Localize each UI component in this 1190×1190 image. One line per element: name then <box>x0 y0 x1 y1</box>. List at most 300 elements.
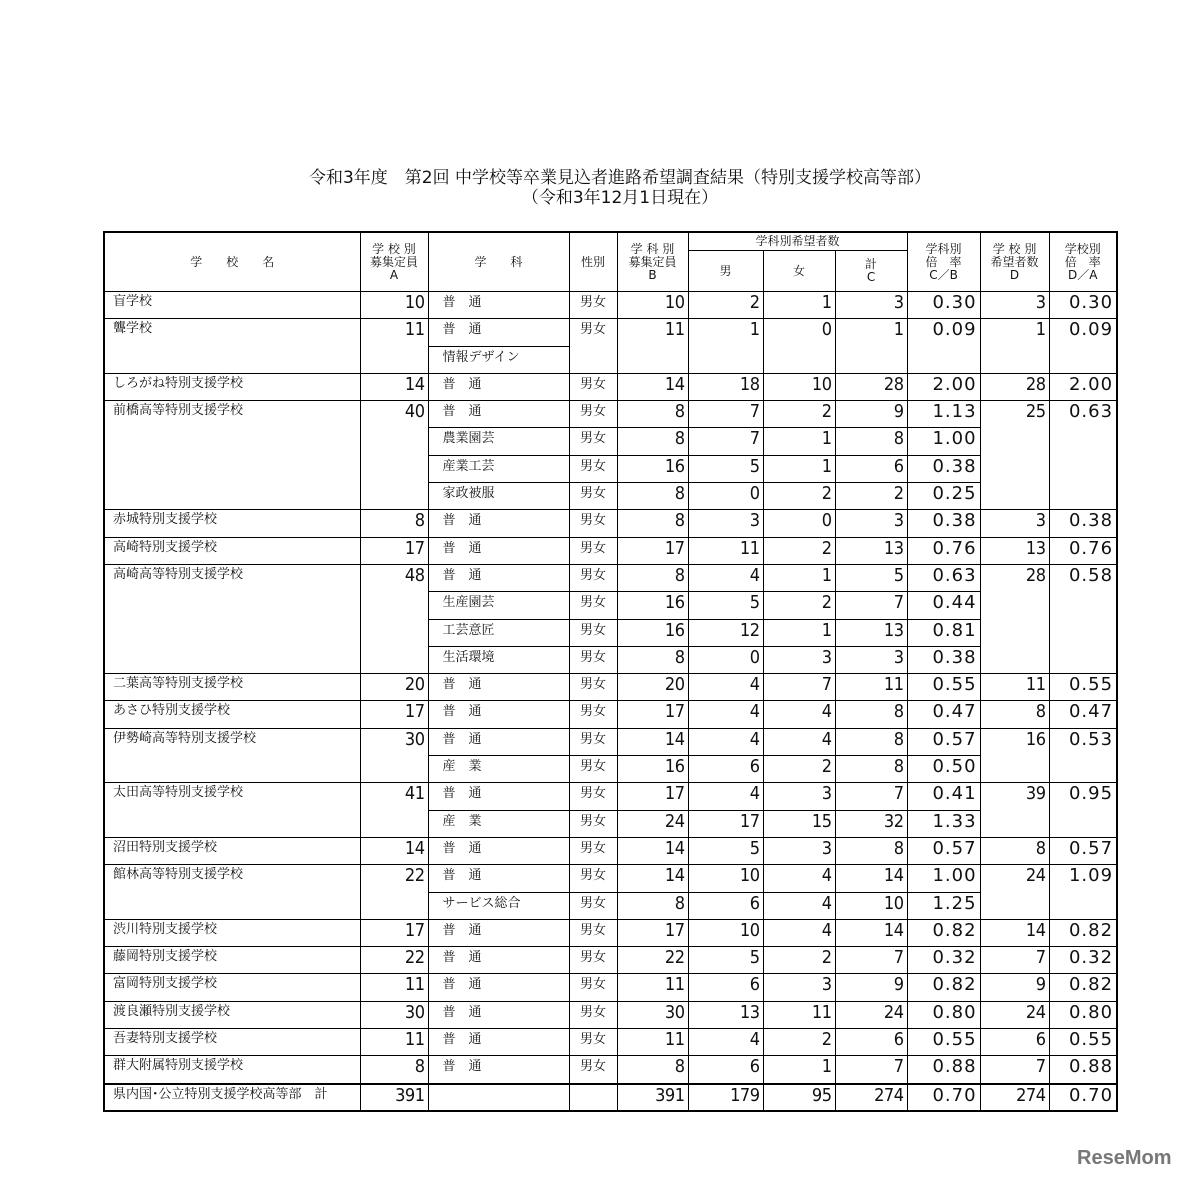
ratio-da: 0.09 <box>1049 319 1117 374</box>
table-row <box>104 728 1117 755</box>
school-name: 沼田特別支援学校 <box>104 837 360 864</box>
ratio-da: 0.57 <box>1049 837 1117 864</box>
male-count: 10 <box>688 865 763 892</box>
header-ratio-cb: 学科別 倍 率 C／B <box>907 232 980 292</box>
female-count: 0 <box>763 510 835 537</box>
applicants-d: 1 <box>980 319 1049 374</box>
capacity-a: 11 <box>360 1029 428 1056</box>
ratio-da: 0.88 <box>1049 1056 1117 1084</box>
applicants-d: 14 <box>980 919 1049 946</box>
header-capacity-b: 学 科 別 募集定員 B <box>617 232 688 292</box>
school-name: 太田高等特別支援学校 <box>104 783 360 838</box>
course-name: 生活環境 <box>428 646 569 673</box>
gender: 男女 <box>569 919 617 946</box>
table-row <box>104 373 1117 400</box>
female-count: 4 <box>763 892 835 919</box>
applicants-d: 8 <box>980 837 1049 864</box>
ratio-cb: 0.38 <box>907 646 980 673</box>
capacity-a: 20 <box>360 674 428 701</box>
gender <box>569 346 617 373</box>
capacity-b: 17 <box>617 919 688 946</box>
male-count: 5 <box>688 947 763 974</box>
capacity-b: 11 <box>617 1029 688 1056</box>
female-count: 2 <box>763 1029 835 1056</box>
ratio-da: 0.95 <box>1049 783 1117 838</box>
male-count: 4 <box>688 728 763 755</box>
course-name: 普 通 <box>428 728 569 755</box>
header-total-c: 計 C <box>835 251 907 292</box>
ratio-cb: 2.00 <box>907 373 980 400</box>
capacity-b: 8 <box>617 428 688 455</box>
ratio-da: 0.63 <box>1049 401 1117 510</box>
total-c: 11 <box>835 674 907 701</box>
female-count: 7 <box>763 674 835 701</box>
course-name: 生産園芸 <box>428 592 569 619</box>
capacity-b: 11 <box>617 319 688 346</box>
gender: 男女 <box>569 319 617 346</box>
ratio-cb: 0.30 <box>907 292 980 319</box>
course-name: 普 通 <box>428 974 569 1001</box>
total-applicants-d: 274 <box>980 1084 1049 1111</box>
ratio-cb: 0.38 <box>907 510 980 537</box>
table-row <box>104 674 1117 701</box>
total-c <box>835 346 907 373</box>
course-name: 農業園芸 <box>428 428 569 455</box>
male-count: 7 <box>688 401 763 428</box>
applicants-d: 7 <box>980 1056 1049 1084</box>
capacity-b <box>617 346 688 373</box>
course-name: 普 通 <box>428 401 569 428</box>
table-row <box>104 783 1117 810</box>
ratio-da: 0.53 <box>1049 728 1117 783</box>
course-name: 普 通 <box>428 674 569 701</box>
capacity-a: 11 <box>360 974 428 1001</box>
capacity-b: 16 <box>617 756 688 783</box>
gender: 男女 <box>569 455 617 482</box>
total-c: 6 <box>835 1029 907 1056</box>
table-row <box>104 510 1117 537</box>
male-count: 6 <box>688 974 763 1001</box>
gender: 男女 <box>569 292 617 319</box>
course-name: 普 通 <box>428 919 569 946</box>
female-count: 1 <box>763 564 835 591</box>
school-name: 渡良瀬特別支援学校 <box>104 1001 360 1028</box>
male-count: 4 <box>688 674 763 701</box>
course-name: 普 通 <box>428 564 569 591</box>
ratio-cb: 0.38 <box>907 455 980 482</box>
male-count: 4 <box>688 1029 763 1056</box>
female-count: 10 <box>763 373 835 400</box>
total-c: 28 <box>835 373 907 400</box>
applicants-d: 28 <box>980 564 1049 673</box>
female-count: 3 <box>763 783 835 810</box>
ratio-cb: 0.80 <box>907 1001 980 1028</box>
table-row <box>104 947 1117 974</box>
course-name: 普 通 <box>428 319 569 346</box>
ratio-da: 0.55 <box>1049 674 1117 701</box>
ratio-da: 0.82 <box>1049 919 1117 946</box>
total-c: 8 <box>835 756 907 783</box>
ratio-cb: 0.32 <box>907 947 980 974</box>
course-name: 情報デザイン <box>428 346 569 373</box>
male-count: 5 <box>688 455 763 482</box>
course-name: 普 通 <box>428 373 569 400</box>
total-c: 7 <box>835 783 907 810</box>
table-row <box>104 1056 1117 1084</box>
ratio-cb: 0.82 <box>907 974 980 1001</box>
table-row <box>104 401 1117 428</box>
ratio-da: 0.82 <box>1049 974 1117 1001</box>
female-count: 4 <box>763 728 835 755</box>
school-name: 前橋高等特別支援学校 <box>104 401 360 510</box>
male-count: 18 <box>688 373 763 400</box>
gender: 男女 <box>569 865 617 892</box>
table-row <box>104 292 1117 319</box>
female-count: 1 <box>763 619 835 646</box>
school-name: 聾学校 <box>104 319 360 374</box>
applicants-d: 8 <box>980 701 1049 728</box>
applicants-d: 6 <box>980 1029 1049 1056</box>
capacity-b: 8 <box>617 483 688 510</box>
male-count <box>688 346 763 373</box>
table-row <box>104 564 1117 591</box>
ratio-cb: 1.00 <box>907 428 980 455</box>
ratio-cb: 0.88 <box>907 1056 980 1084</box>
gender: 男女 <box>569 564 617 591</box>
total-c: 9 <box>835 974 907 1001</box>
gender: 男女 <box>569 483 617 510</box>
capacity-b: 11 <box>617 974 688 1001</box>
total-c: 3 <box>835 292 907 319</box>
capacity-a: 17 <box>360 537 428 564</box>
female-count: 1 <box>763 428 835 455</box>
course-name: 普 通 <box>428 701 569 728</box>
ratio-da: 0.58 <box>1049 564 1117 673</box>
total-ratio-da: 0.70 <box>1049 1084 1117 1111</box>
female-count: 3 <box>763 646 835 673</box>
capacity-a: 22 <box>360 947 428 974</box>
course-name: 産 業 <box>428 810 569 837</box>
applicants-d: 3 <box>980 510 1049 537</box>
gender: 男女 <box>569 619 617 646</box>
ratio-cb: 0.50 <box>907 756 980 783</box>
male-count: 3 <box>688 510 763 537</box>
course-name: 家政被服 <box>428 483 569 510</box>
total-c: 3 <box>835 510 907 537</box>
total-c: 14 <box>835 919 907 946</box>
school-name: 吾妻特別支援学校 <box>104 1029 360 1056</box>
ratio-cb: 0.82 <box>907 919 980 946</box>
total-c: 8 <box>835 837 907 864</box>
male-count: 17 <box>688 810 763 837</box>
header-course: 学 科 <box>428 232 569 292</box>
gender: 男女 <box>569 810 617 837</box>
female-count: 2 <box>763 592 835 619</box>
capacity-a: 40 <box>360 401 428 510</box>
applicants-d: 13 <box>980 537 1049 564</box>
capacity-a: 14 <box>360 837 428 864</box>
male-count: 4 <box>688 701 763 728</box>
table-row <box>104 919 1117 946</box>
capacity-b: 14 <box>617 728 688 755</box>
gender: 男女 <box>569 728 617 755</box>
total-gender-empty <box>569 1084 617 1111</box>
gender: 男女 <box>569 428 617 455</box>
course-name: 普 通 <box>428 1029 569 1056</box>
course-name: 普 通 <box>428 537 569 564</box>
total-capacity-b: 391 <box>617 1084 688 1111</box>
total-label: 県内国･公立特別支援学校高等部 計 <box>104 1084 360 1111</box>
female-count: 4 <box>763 865 835 892</box>
school-name: 藤岡特別支援学校 <box>104 947 360 974</box>
gender: 男女 <box>569 701 617 728</box>
female-count <box>763 346 835 373</box>
male-count: 6 <box>688 1056 763 1084</box>
applicants-d: 24 <box>980 1001 1049 1028</box>
capacity-b: 16 <box>617 619 688 646</box>
school-name: 高崎高等特別支援学校 <box>104 564 360 673</box>
school-name: 盲学校 <box>104 292 360 319</box>
male-count: 10 <box>688 919 763 946</box>
capacity-a: 17 <box>360 919 428 946</box>
female-count: 1 <box>763 1056 835 1084</box>
male-count: 0 <box>688 483 763 510</box>
capacity-a: 8 <box>360 510 428 537</box>
course-name: 工芸意匠 <box>428 619 569 646</box>
school-name: 館林高等特別支援学校 <box>104 865 360 920</box>
total-c: 8 <box>835 428 907 455</box>
table-row <box>104 974 1117 1001</box>
ratio-cb: 0.55 <box>907 674 980 701</box>
gender: 男女 <box>569 1029 617 1056</box>
total-c: 13 <box>835 619 907 646</box>
female-count: 2 <box>763 947 835 974</box>
capacity-b: 20 <box>617 674 688 701</box>
gender: 男女 <box>569 947 617 974</box>
ratio-cb: 1.13 <box>907 401 980 428</box>
gender: 男女 <box>569 537 617 564</box>
header-applicants: 学科別希望者数 <box>688 232 907 251</box>
male-count: 6 <box>688 756 763 783</box>
gender: 男女 <box>569 674 617 701</box>
ratio-cb: 1.25 <box>907 892 980 919</box>
capacity-b: 8 <box>617 1056 688 1084</box>
gender: 男女 <box>569 592 617 619</box>
applicants-d: 9 <box>980 974 1049 1001</box>
capacity-b: 17 <box>617 783 688 810</box>
header-gender: 性別 <box>569 232 617 292</box>
gender: 男女 <box>569 837 617 864</box>
capacity-b: 8 <box>617 646 688 673</box>
gender: 男女 <box>569 892 617 919</box>
applicants-d: 28 <box>980 373 1049 400</box>
female-count: 11 <box>763 1001 835 1028</box>
male-count: 4 <box>688 564 763 591</box>
male-count: 13 <box>688 1001 763 1028</box>
female-count: 2 <box>763 483 835 510</box>
male-count: 6 <box>688 892 763 919</box>
male-count: 11 <box>688 537 763 564</box>
female-count: 15 <box>763 810 835 837</box>
total-c: 8 <box>835 701 907 728</box>
gender: 男女 <box>569 783 617 810</box>
ratio-cb: 0.41 <box>907 783 980 810</box>
school-name: 伊勢崎高等特別支援学校 <box>104 728 360 783</box>
capacity-b: 14 <box>617 373 688 400</box>
ratio-cb: 0.76 <box>907 537 980 564</box>
ratio-da: 0.30 <box>1049 292 1117 319</box>
school-name: 赤城特別支援学校 <box>104 510 360 537</box>
ratio-cb: 0.25 <box>907 483 980 510</box>
applicants-d: 39 <box>980 783 1049 838</box>
capacity-a: 22 <box>360 865 428 920</box>
capacity-b: 30 <box>617 1001 688 1028</box>
capacity-b: 17 <box>617 701 688 728</box>
capacity-b: 22 <box>617 947 688 974</box>
total-c: 274 <box>835 1084 907 1111</box>
total-c: 9 <box>835 401 907 428</box>
school-name: しろがね特別支援学校 <box>104 373 360 400</box>
applicants-d: 7 <box>980 947 1049 974</box>
total-c: 13 <box>835 537 907 564</box>
ratio-da: 0.38 <box>1049 510 1117 537</box>
ratio-cb: 0.81 <box>907 619 980 646</box>
header-female: 女 <box>763 251 835 292</box>
capacity-a: 17 <box>360 701 428 728</box>
capacity-b: 8 <box>617 401 688 428</box>
total-c: 10 <box>835 892 907 919</box>
ratio-cb: 0.57 <box>907 728 980 755</box>
male-count: 2 <box>688 292 763 319</box>
gender: 男女 <box>569 646 617 673</box>
school-name: 渋川特別支援学校 <box>104 919 360 946</box>
ratio-da: 0.32 <box>1049 947 1117 974</box>
capacity-b: 16 <box>617 455 688 482</box>
course-name: 普 通 <box>428 292 569 319</box>
ratio-da: 0.55 <box>1049 1029 1117 1056</box>
course-name: 普 通 <box>428 1056 569 1084</box>
school-name: 群大附属特別支援学校 <box>104 1056 360 1084</box>
total-female: 95 <box>763 1084 835 1111</box>
total-course-empty <box>428 1084 569 1111</box>
applicants-d: 3 <box>980 292 1049 319</box>
ratio-cb: 0.09 <box>907 319 980 346</box>
capacity-a: 30 <box>360 1001 428 1028</box>
ratio-da: 2.00 <box>1049 373 1117 400</box>
gender: 男女 <box>569 756 617 783</box>
gender: 男女 <box>569 1001 617 1028</box>
capacity-a: 41 <box>360 783 428 838</box>
female-count: 2 <box>763 756 835 783</box>
header-ratio-da: 学校別 倍 率 D／A <box>1049 232 1117 292</box>
ratio-cb <box>907 346 980 373</box>
ratio-cb: 0.47 <box>907 701 980 728</box>
male-count: 12 <box>688 619 763 646</box>
course-name: 普 通 <box>428 865 569 892</box>
capacity-b: 10 <box>617 292 688 319</box>
ratio-cb: 0.55 <box>907 1029 980 1056</box>
table-row <box>104 865 1117 892</box>
female-count: 2 <box>763 401 835 428</box>
female-count: 1 <box>763 292 835 319</box>
total-c: 3 <box>835 646 907 673</box>
capacity-b: 8 <box>617 892 688 919</box>
course-name: 普 通 <box>428 510 569 537</box>
school-name: 高崎特別支援学校 <box>104 537 360 564</box>
ratio-da: 0.47 <box>1049 701 1117 728</box>
total-c: 1 <box>835 319 907 346</box>
total-row <box>104 1084 1117 1111</box>
male-count: 1 <box>688 319 763 346</box>
total-c: 7 <box>835 947 907 974</box>
header-school: 学 校 名 <box>104 232 360 292</box>
ratio-cb: 1.33 <box>907 810 980 837</box>
results-table <box>103 231 1118 1112</box>
school-name: 二葉高等特別支援学校 <box>104 674 360 701</box>
total-c: 8 <box>835 728 907 755</box>
applicants-d: 16 <box>980 728 1049 783</box>
total-c: 7 <box>835 592 907 619</box>
total-c: 14 <box>835 865 907 892</box>
ratio-cb: 1.00 <box>907 865 980 892</box>
total-c: 5 <box>835 564 907 591</box>
capacity-b: 8 <box>617 510 688 537</box>
female-count: 3 <box>763 974 835 1001</box>
capacity-b: 8 <box>617 564 688 591</box>
male-count: 7 <box>688 428 763 455</box>
capacity-b: 16 <box>617 592 688 619</box>
female-count: 0 <box>763 319 835 346</box>
gender: 男女 <box>569 974 617 1001</box>
document-title: 令和3年度 第2回 中学校等卒業見込者進路希望調査結果（特別支援学校高等部） <box>308 168 932 188</box>
course-name: 普 通 <box>428 1001 569 1028</box>
total-c: 7 <box>835 1056 907 1084</box>
capacity-a: 10 <box>360 292 428 319</box>
course-name: 普 通 <box>428 837 569 864</box>
total-c: 32 <box>835 810 907 837</box>
female-count: 4 <box>763 919 835 946</box>
table-row <box>104 1001 1117 1028</box>
header-male: 男 <box>688 251 763 292</box>
gender: 男女 <box>569 1056 617 1084</box>
applicants-d: 25 <box>980 401 1049 510</box>
female-count: 2 <box>763 537 835 564</box>
course-name: 普 通 <box>428 947 569 974</box>
capacity-b: 17 <box>617 537 688 564</box>
capacity-a: 30 <box>360 728 428 783</box>
gender: 男女 <box>569 373 617 400</box>
female-count: 1 <box>763 455 835 482</box>
total-male: 179 <box>688 1084 763 1111</box>
table-row <box>104 1029 1117 1056</box>
capacity-a: 8 <box>360 1056 428 1084</box>
total-ratio-cb: 0.70 <box>907 1084 980 1111</box>
male-count: 0 <box>688 646 763 673</box>
ratio-cb: 0.44 <box>907 592 980 619</box>
ratio-cb: 0.57 <box>907 837 980 864</box>
ratio-cb: 0.63 <box>907 564 980 591</box>
capacity-a: 11 <box>360 319 428 374</box>
course-name: 産 業 <box>428 756 569 783</box>
male-count: 4 <box>688 783 763 810</box>
capacity-b: 14 <box>617 865 688 892</box>
school-name: あさひ特別支援学校 <box>104 701 360 728</box>
ratio-da: 1.09 <box>1049 865 1117 920</box>
capacity-b: 24 <box>617 810 688 837</box>
total-c: 24 <box>835 1001 907 1028</box>
applicants-d: 11 <box>980 674 1049 701</box>
table-row <box>104 837 1117 864</box>
